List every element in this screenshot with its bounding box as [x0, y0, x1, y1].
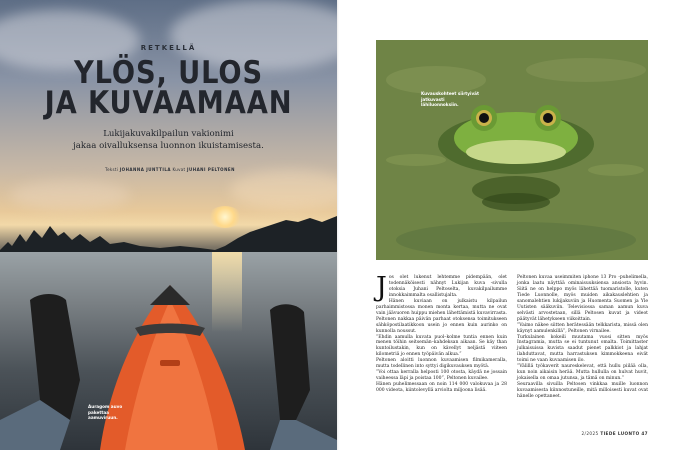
article-title: [20, 55, 317, 121]
photo-caption-right: Kuvauskohteet siirtyivät jatkuvasti lähiluonnoksiin.: [421, 91, 480, 108]
footer-issue: 2/2025: [581, 431, 599, 436]
body-column-2: [517, 275, 648, 400]
section-label: RETKELLÄ: [140, 44, 197, 52]
title-line-2: JA KUVAAMAAN: [44, 85, 293, 121]
paragraph: ”Voi ottaa kerralla helposti 100 otosta, käydä ne jossain vaiheessa läpi ja poistaa 100”, Peltonen kuvailee.: [376, 370, 507, 382]
lead-line-2: jakaa oivalluksensa luonnon ikuistamisesta.: [73, 140, 264, 151]
paragraph: Hänen kuviaan on julkaistu kilpailun parhaimmistossa monen monta kertaa, mutta ne ovat vain jäävuoren huippu miehen lähettämistä kuvavirrasta. Peltonen nakkaa päivän parhaat otoksensa toimitukseen sähköpostilaatikkoon usein jo ennen kuin aurinko on kunnolla noussut.: [376, 298, 507, 334]
credits: [60, 167, 280, 172]
title-line-1: YLÖS, ULOS: [73, 55, 264, 91]
paragraph: Seuraavilla sivuilla Peltosen vinkkaa muille luonnon kuvaamisesta kiinnostuneille, mitä milloisesti kuvat ovat hänelle opettaneet.: [517, 382, 648, 400]
drop-cap: J: [376, 272, 387, 303]
paragraph: Hänen puhelimessaan on noin 114 000 valokuvaa ja 28 000 videota, kiintolevyllä arviolta miljoona lisää.: [376, 382, 507, 394]
article-lead: [56, 129, 281, 152]
paragraph: Peltonen aloitti luonnon kuvaamisen filmikameralla, mutta todellinen into syttyi digikuvauksen myötä.: [376, 358, 507, 370]
paragraph: Turkulainen kokeili muutama vuosi sitten myös Instagramia, mutta se ei tuntunut omalta. Toimittaster julkaisuissa kuvista saadut pienet palkkiot ja lahjat ilahduttavat, mutta harrastuksen kimmokkeena eivät toimi ne vaan kuvaamisen ilo.: [517, 334, 648, 364]
footer-brand: TIEDE LUONTO: [600, 431, 640, 436]
right-page: [337, 0, 674, 450]
body-column-1: [376, 272, 507, 400]
paragraph: Peltonen kuvaa useimmiten iphone 13 Pro -puhelimella, jonka laatu näyttää ominaisuuksiensa ansiosta hyvin. Siitä ne on helppo myös lähettää tuomaristolle, kuten Tiede Luonnolle, myös muiden aikakauslehtien ja sanomalehtien lukijakuviin ja Huomenta Suomen ja Yle Uutisten sääkuviin. Televisiossa saman aamun kuva selvästi arvostetaan, sillä Peltosen kuvat ja videot päätyvät lähetykseen viikoittain.: [517, 275, 648, 322]
credit-text-label: Teksti: [105, 167, 119, 172]
frog-illustration: [376, 40, 648, 260]
photo-caption-left: Auragom auvo pakettaa aamuviruun.: [88, 404, 123, 421]
page-footer: [581, 431, 648, 436]
page-number: 47: [641, 431, 648, 436]
credit-photo-label: Kuvat: [172, 167, 186, 172]
article-body: [376, 272, 648, 400]
page-gutter: [337, 0, 339, 450]
paragraph: ”Välillä työkaverit naureskelevat, että hullu piilää olla, kun noin aikaisin herää. Mutta hullulla on hulvat huvit, jokaisella on omaa jutunsa, ja tämä on minun.”: [517, 364, 648, 382]
paragraph: ”Ehdin aamulla kuvata puol–kolme tuntia ennen kuin menen töihin seitsemän–kahdeksan aikaan. Se käy than kuntoilustakin, kun on kävellyt neljästä viiteen kilometriä jo ennen työpäivän alkua.”: [376, 334, 507, 358]
paragraph: ”Vaimo näkee siitten herätessään telkkarista, missä olen käynyt aamulenkillä”, Peltonen virnailee.: [517, 322, 648, 334]
frog-photo: [376, 40, 648, 260]
paragraph: os olet lukenut lehtemme pidempään, olet todennäköisesti nähnyt Lukijan kuva -sivulla otoksia Juhani Peltoselta, kuvakilpailumme innokkaimmalta osallistujalta.: [388, 275, 507, 298]
lead-line-1: Lukijakuvakilpailun vakionimi: [103, 129, 234, 139]
credit-photo-name: JUHANI PELTONEN: [186, 167, 235, 172]
credit-text-name: JOHANNA JUNTTILA: [119, 167, 171, 172]
